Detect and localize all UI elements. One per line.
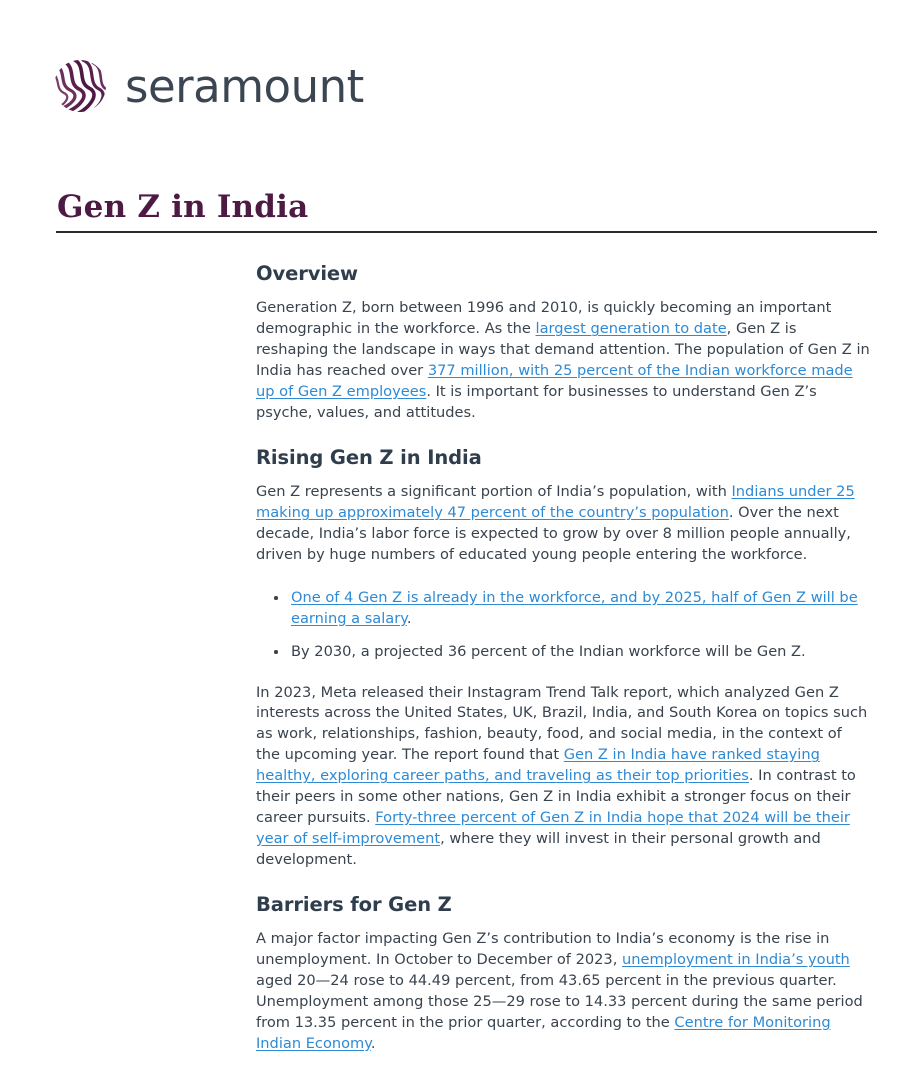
list-item: One of 4 Gen Z is already in the workforce, and by 2025, half of Gen Z will be earning a salary. <box>274 588 870 630</box>
section-heading-barriers: Barriers for Gen Z <box>256 892 452 916</box>
paragraph: Gen Z represents a significant portion of India’s population, with Indians under 25 making up approximately 47 percent of the country’s population. Over the next decade, India’s labor force is expected to grow by over 8 million people annually, driven by huge numbers of educated young people entering the workforce. <box>256 483 855 563</box>
seramount-swirl-logo-icon <box>52 58 108 114</box>
paragraph: A major factor impacting Gen Z’s contribution to India’s economy is the rise in unemployment. In October to December of 2023, unemployment in India’s youth aged 20—24 rose to 44.49 percent, from 43.65 percent in the previous quarter. Unemployment among those 25—29 rose to 14.33 percent during the same period from 13.35 percent in the prior quarter, according to the Centre for Monitoring Indian Economy. <box>256 930 863 1052</box>
inline-link[interactable]: largest generation to date <box>535 320 727 338</box>
section-barriers-for-gen-z <box>256 893 870 1055</box>
inline-link[interactable]: unemployment in India’s youth <box>621 950 850 968</box>
paragraph: In 2023, Meta released their Instagram Trend Talk report, which analyzed Gen Z interests across the United States, UK, Brazil, India, and South Korea on topics such as work, relationships, fashion, beauty, food, and social media, in the context of the upcoming year. The report found that Gen Z in India have ranked staying healthy, exploring career paths, and traveling as their top priorities. In contrast to their peers in some other nations, Gen Z in India exhibit a stronger focus on their career pursuits. Forty-three percent of Gen Z in India hope that 2024 will be their year of self-improvement, where they will invest in their personal growth and development. <box>256 683 868 868</box>
bullet-list <box>256 588 870 663</box>
inline-link[interactable]: Indians under 25 making up approximately 47 percent of the country’s population <box>256 483 855 522</box>
title-divider <box>56 231 877 233</box>
article-content <box>256 262 870 1077</box>
section-heading-overview: Overview <box>256 262 358 285</box>
page-title: Gen Z in India <box>57 189 309 225</box>
list-item: By 2030, a projected 36 percent of the Indian workforce will be Gen Z. <box>274 642 870 663</box>
inline-link[interactable]: Forty-three percent of Gen Z in India hope that 2024 will be their year of self-improvement <box>256 808 850 847</box>
section-heading-rising-gen-z: Rising Gen Z in India <box>256 445 482 469</box>
section-rising-gen-z <box>256 446 870 871</box>
inline-link[interactable]: One of 4 Gen Z is already in the workforce, and by 2025, half of Gen Z will be earning a salary <box>291 588 858 627</box>
inline-link[interactable]: 377 million, with 25 percent of the Indian workforce made up of Gen Z employees <box>256 362 853 400</box>
inline-link[interactable]: Centre for Monitoring Indian Economy <box>256 1013 831 1052</box>
seramount-wordmark: seramount <box>125 59 364 113</box>
paragraph: Generation Z, born between 1996 and 2010, is quickly becoming an important demographic in the workforce. As the largest generation to date, Gen Z is reshaping the landscape in ways that demand attention. The population of Gen Z in India has reached over 377 million, with 25 percent of the Indian workforce made up of Gen Z employees. It is important for businesses to understand Gen Z’s psyche, values, and attitudes. <box>256 299 870 421</box>
inline-link[interactable]: Gen Z in India have ranked staying healthy, exploring career paths, and traveling as their top priorities <box>256 746 820 785</box>
brand-header <box>52 58 364 114</box>
section-overview <box>256 262 870 424</box>
